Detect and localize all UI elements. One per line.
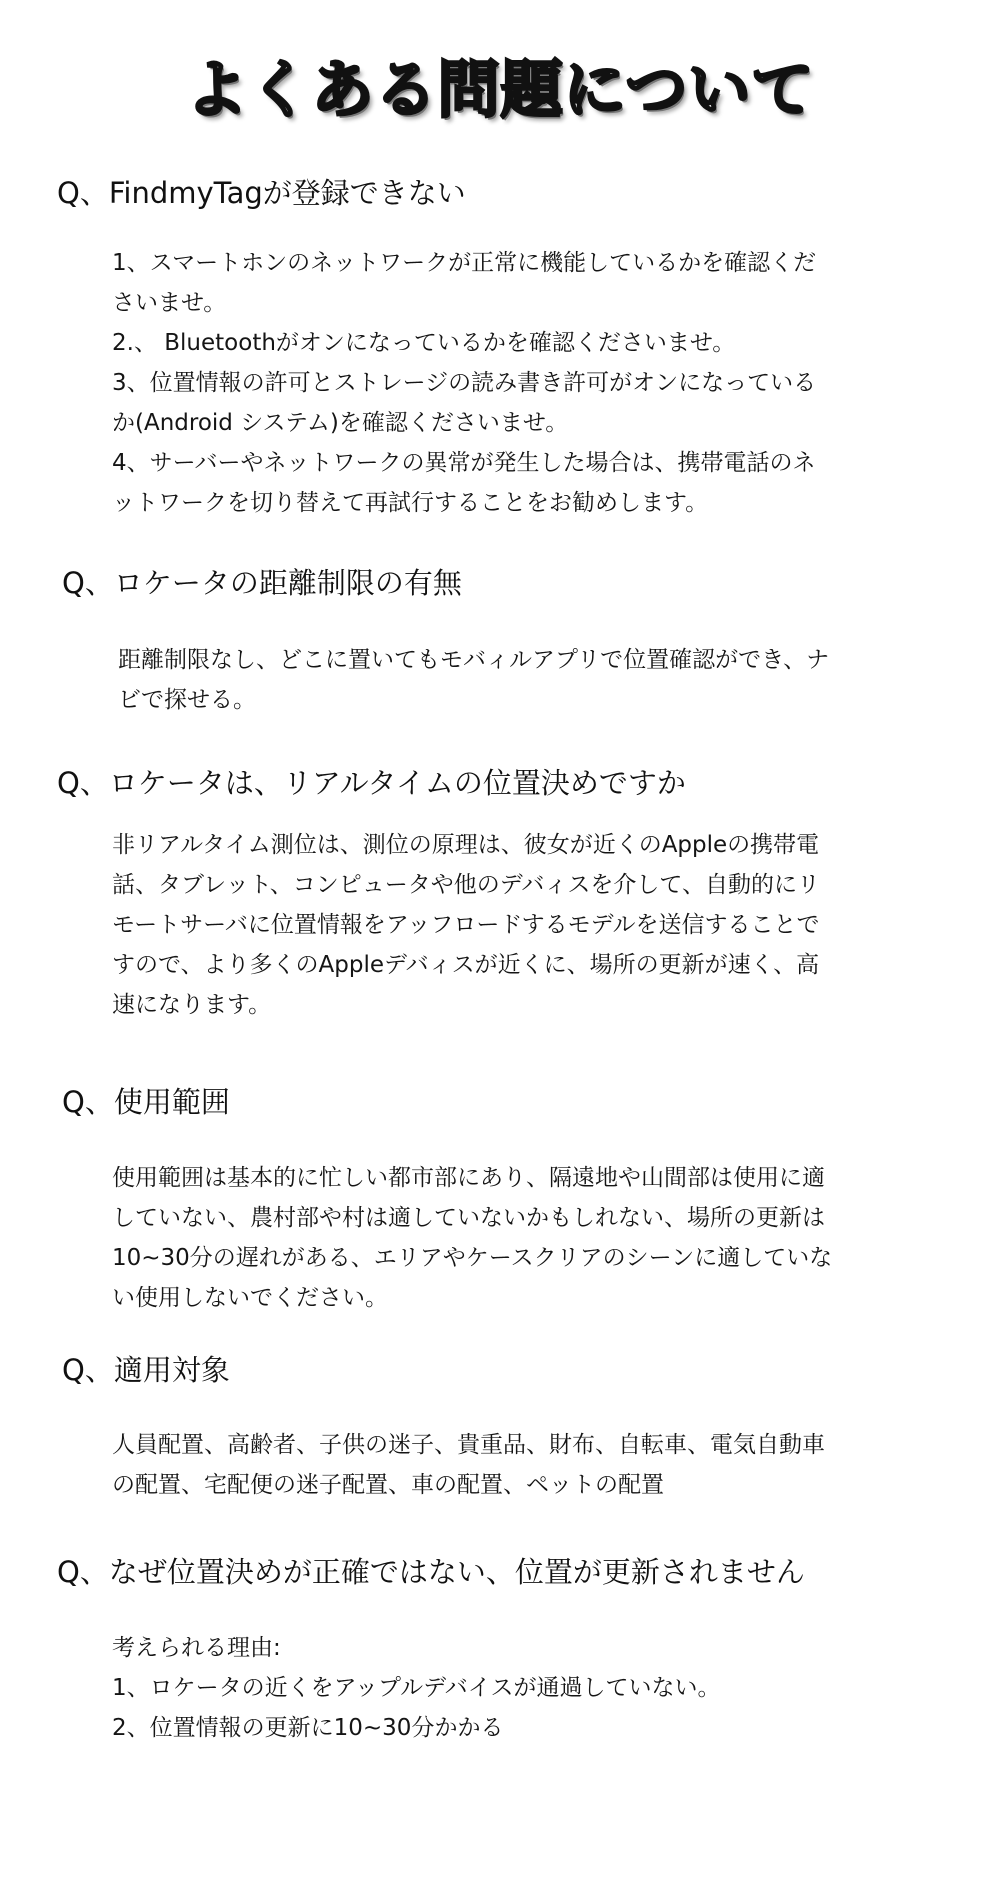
faq-answer-range	[112, 1158, 832, 1318]
faq-question-registration: Q、FindmyTagが登録できない	[57, 176, 466, 210]
answer-line: の配置、宅配便の迷子配置、車の配置、ペットの配置	[112, 1472, 664, 1498]
answer-line: か(Android システム)を確認くださいませ。	[112, 410, 569, 436]
faq-answer-registration	[112, 243, 816, 523]
answer-line: ットワークを切り替えて再試行することをお勧めします。	[112, 490, 709, 516]
answer-line: 4、サーバーやネットワークの異常が発生した場合は、携帯電話のネ	[112, 450, 816, 476]
answer-line: 話、タブレット、コンピュータや他のデバィスを介して、自動的にリ	[112, 872, 820, 898]
page-title: よくある問題について	[185, 53, 815, 126]
answer-line: 2、位置情報の更新に10~30分かかる	[112, 1715, 504, 1741]
answer-line: 3、位置情報の許可とストレージの読み書き許可がオンになっている	[112, 370, 817, 396]
faq-question-accuracy: Q、なぜ位置決めが正確ではない、位置が更新されません	[57, 1555, 805, 1589]
faq-question-targets: Q、適用対象	[62, 1353, 230, 1387]
answer-line: 非リアルタイム測位は、測位の原理は、彼女が近くのAppleの携帯電	[112, 832, 820, 858]
faq-answer-realtime	[112, 825, 820, 1025]
answer-line: さいませ。	[112, 290, 227, 316]
answer-line: 1、スマートホンのネットワークが正常に機能しているかを確認くだ	[112, 250, 817, 276]
answer-line: 1、ロケータの近くをアップルデバイスが通過していない。	[112, 1675, 721, 1701]
faq-question-range: Q、使用範囲	[62, 1085, 230, 1119]
faq-answer-accuracy	[112, 1628, 721, 1748]
answer-line: していない、農村部や村は適していないかもしれない、場所の更新は	[112, 1205, 825, 1231]
answer-line: 使用範囲は基本的に忙しい都市部にあり、隔遠地や山間部は使用に適	[112, 1165, 825, 1191]
faq-question-distance: Q、ロケータの距離制限の有無	[62, 566, 462, 600]
answer-line: ビで探せる。	[118, 687, 256, 713]
answer-line: 10~30分の遅れがある、エリアやケースクリアのシーンに適していな	[112, 1245, 833, 1271]
answer-line: 速になります。	[112, 992, 272, 1018]
answer-line: すので、より多くのAppleデバィスが近くに、場所の更新が速く、高	[112, 952, 820, 978]
answer-line: い使用しないでください。	[112, 1285, 388, 1311]
faq-answer-targets	[112, 1425, 825, 1505]
answer-line: 人員配置、高齢者、子供の迷子、貴重品、財布、自転車、電気自動車	[112, 1432, 825, 1458]
answer-line: 2.、 Bluetoothがオンになっているかを確認くださいませ。	[112, 330, 736, 356]
faq-question-realtime: Q、ロケータは、リアルタイムの位置決めですか	[57, 766, 686, 800]
answer-line: 考えられる理由:	[112, 1635, 281, 1661]
faq-answer-distance	[118, 640, 829, 720]
answer-line: モートサーバに位置情報をアッフロードするモデルを送信することで	[112, 912, 820, 938]
answer-line: 距離制限なし、どこに置いてもモバィルアプリで位置確認ができ、ナ	[118, 647, 830, 673]
